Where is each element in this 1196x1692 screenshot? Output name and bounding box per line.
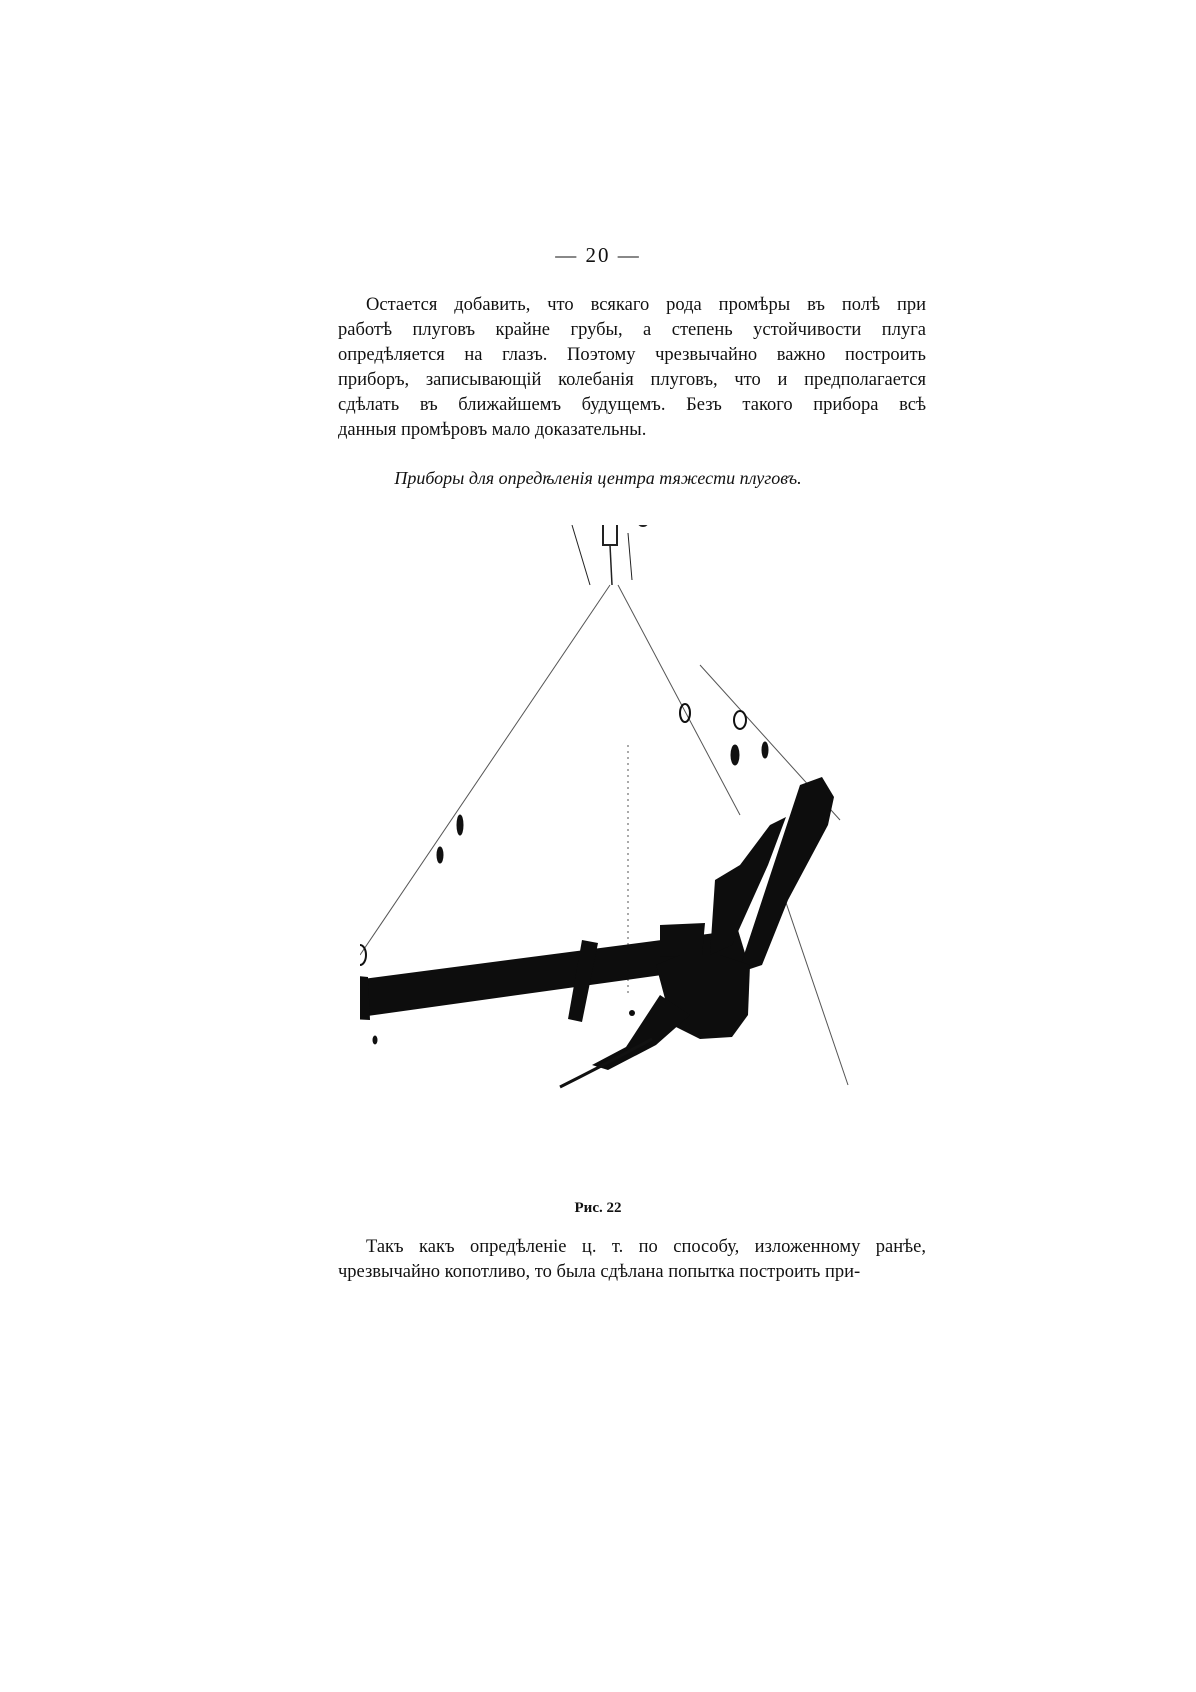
text-line: опредѣляется на глазъ. Поэтому чрезвычайно важно построить: [338, 345, 926, 365]
page-number: — 20 —: [555, 243, 641, 267]
text-line: данныя промѣровъ мало доказательны.: [338, 420, 647, 440]
text-line: чрезвычайно копотливо, то была сдѣлана попытка построить при-: [338, 1262, 861, 1282]
text-line: приборъ, записывающій колебанія плуговъ, что и предполагается: [338, 370, 926, 390]
plough-illustration: [360, 525, 920, 1190]
paragraph-device-intro: [338, 1235, 926, 1285]
figure-plough-suspension: [360, 525, 920, 1190]
paragraph-measurements: [338, 293, 926, 443]
plough-body: [360, 777, 834, 1087]
text-line: Такъ какъ опредѣленіе ц. т. по способу, изложенному ранѣе,: [366, 1237, 926, 1257]
text-line: работѣ плуговъ крайне грубы, а степень устойчивости плуга: [338, 320, 926, 340]
suspension-hook: [572, 525, 648, 585]
figure-caption: Рис. 22: [574, 1200, 622, 1216]
text-line: сдѣлать въ ближайшемъ будущемъ. Безъ такого прибора всѣ: [338, 395, 926, 415]
section-heading: Приборы для опредѣленія центра тяжести плуговъ.: [394, 468, 802, 488]
text-line: Остается добавить, что всякаго рода промѣры въ полѣ при: [366, 295, 926, 315]
